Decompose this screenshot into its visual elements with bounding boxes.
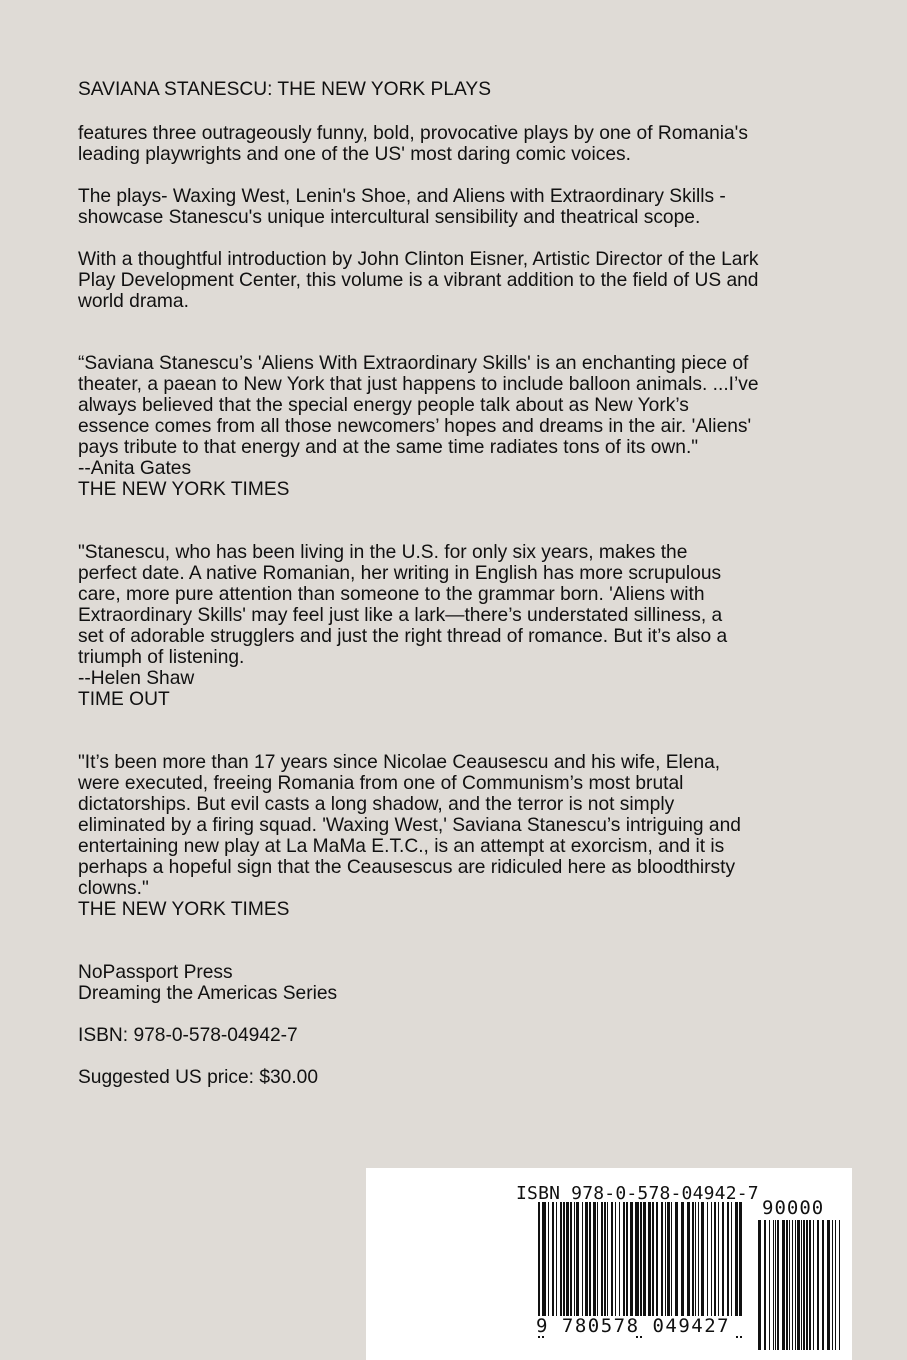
barcode-bar bbox=[585, 1202, 588, 1328]
barcode-addon-bar bbox=[817, 1220, 819, 1350]
intro-paragraph: The plays- Waxing West, Lenin's Shoe, and Aliens with Extraordinary Skills - showcase Stanescu's unique intercultural sensibility and theatrical scope. bbox=[78, 186, 726, 228]
barcode-addon-bar bbox=[801, 1220, 802, 1350]
barcode-bar bbox=[698, 1202, 699, 1328]
publisher-info: NoPassport Press Dreaming the Americas Series bbox=[78, 962, 338, 1004]
barcode-bar bbox=[563, 1202, 565, 1328]
barcode-bar bbox=[552, 1202, 554, 1328]
barcode-panel bbox=[366, 1168, 852, 1360]
barcode-bar bbox=[692, 1202, 694, 1328]
barcode-bar bbox=[701, 1202, 704, 1328]
barcode-addon-bar bbox=[773, 1220, 774, 1350]
barcode-addon-bar bbox=[775, 1220, 776, 1350]
review-quote: “Saviana Stanescu’s 'Aliens With Extraordinary Skills' is an enchanting piece of theater, a paean to New York that just happens to include balloon animals. ...I’ve always believed that the special energy people talk about as New York’s essence comes from all those newcomers’ hopes and dreams in the air. 'Aliens' pays tribute to that energy and at the same time radiates tons of its own." --Anita Gates THE NEW YORK TIMES bbox=[78, 353, 759, 500]
barcode-bar bbox=[652, 1202, 654, 1328]
barcode-bar bbox=[589, 1202, 591, 1328]
barcode-addon-bar bbox=[827, 1220, 830, 1350]
barcode-bar bbox=[630, 1202, 633, 1328]
barcode-bar bbox=[597, 1202, 598, 1328]
barcode-bar bbox=[635, 1202, 636, 1328]
barcode-addon-bar bbox=[839, 1220, 840, 1350]
barcode-bar bbox=[623, 1202, 625, 1328]
barcode-addon-bar bbox=[822, 1220, 824, 1350]
barcode-bar bbox=[727, 1202, 729, 1328]
price-text: Suggested US price: $30.00 bbox=[78, 1067, 319, 1088]
barcode-bar bbox=[576, 1202, 579, 1328]
barcode-isbn-label: ISBN 978-0-578-04942-7 bbox=[516, 1183, 759, 1204]
barcode-bar bbox=[687, 1202, 690, 1328]
barcode-bar bbox=[544, 1202, 546, 1328]
barcode-bar bbox=[718, 1202, 719, 1328]
barcode-bar bbox=[560, 1202, 562, 1328]
barcode-addon-bar bbox=[764, 1220, 766, 1350]
barcode-addon-bar bbox=[806, 1220, 808, 1350]
barcode-addon-bar bbox=[803, 1220, 805, 1350]
barcode-addon-bar bbox=[769, 1220, 770, 1350]
barcode-addon-bar bbox=[809, 1220, 811, 1350]
barcode-addon-bar bbox=[835, 1220, 836, 1350]
barcode-bar bbox=[681, 1202, 684, 1328]
barcode-bar bbox=[722, 1202, 724, 1328]
barcode-bar bbox=[643, 1202, 646, 1328]
intro-paragraph: With a thoughtful introduction by John Clinton Eisner, Artistic Director of the Lark Play Development Center, this volume is a vibrant addition to the field of US and world drama. bbox=[78, 249, 759, 312]
barcode-bar bbox=[566, 1202, 569, 1328]
barcode-bar bbox=[711, 1202, 712, 1328]
barcode-addon-bar bbox=[789, 1220, 790, 1350]
barcode-bar bbox=[626, 1202, 628, 1328]
barcode-bar bbox=[671, 1202, 672, 1328]
barcode-bar bbox=[695, 1202, 696, 1328]
barcode-bar bbox=[604, 1202, 606, 1328]
intro-paragraph: features three outrageously funny, bold, provocative plays by one of Romania's leading playwrights and one of the US' most daring comic voices. bbox=[78, 123, 748, 165]
barcode-bar bbox=[667, 1202, 670, 1328]
barcode-bar bbox=[593, 1202, 596, 1328]
barcode-bar bbox=[707, 1202, 708, 1328]
barcode-addon-bar bbox=[797, 1220, 800, 1350]
barcode-addon-bar bbox=[832, 1220, 833, 1350]
barcode-addon-bar bbox=[795, 1220, 796, 1350]
review-quote: "It’s been more than 17 years since Nicolae Ceausescu and his wife, Elena, were executed, freeing Romania from one of Communism’s most brutal dictatorships. But evil casts a long shadow, and the terror is not simply eliminated by a firing squad. 'Waxing West,' Saviana Stanescu’s intriguing and entertaining new play at La MaMa E.T.C., is an attempt at exorcism, and it is perhaps a hopeful sign that the Ceausescus are ridiculed here as bloodthirsty clowns." THE NEW YORK TIMES bbox=[78, 752, 741, 920]
barcode-bar bbox=[611, 1202, 613, 1328]
barcode-bar bbox=[601, 1202, 603, 1328]
barcode-bar bbox=[615, 1202, 616, 1328]
barcode-addon-digits: 90000 bbox=[762, 1197, 825, 1219]
barcode-bar bbox=[665, 1202, 666, 1328]
barcode-bar bbox=[675, 1202, 678, 1328]
barcode-addon-bar bbox=[777, 1220, 779, 1350]
book-title: SAVIANA STANESCU: THE NEW YORK PLAYS bbox=[78, 79, 491, 100]
barcode-addon-bar bbox=[792, 1220, 793, 1350]
barcode-bar bbox=[582, 1202, 583, 1328]
barcode-addon-bar bbox=[786, 1220, 788, 1350]
barcode-addon-bar bbox=[758, 1220, 761, 1350]
review-quote: "Stanescu, who has been living in the U.S. for only six years, makes the perfect date. A native Romanian, her writing in English has more scrupulous care, more pure attention than someone to the grammar born. 'Aliens with Extraordinary Skills' may feel just like a lark—there’s understated silliness, a set of adorable strugglers and just the right thread of romance. But it’s also a triumph of listening. --Helen Shaw TIME OUT bbox=[78, 542, 728, 710]
barcode-bar bbox=[656, 1202, 658, 1328]
barcode-bar bbox=[739, 1202, 740, 1328]
barcode-bar bbox=[574, 1202, 575, 1328]
barcode-bar bbox=[619, 1202, 620, 1328]
barcode-bar bbox=[661, 1202, 663, 1328]
barcode-bar bbox=[714, 1202, 716, 1328]
barcode-bar bbox=[570, 1202, 572, 1328]
barcode-bar bbox=[731, 1202, 732, 1328]
barcode-addon-bar bbox=[813, 1220, 814, 1350]
barcode-addon-bar bbox=[782, 1220, 785, 1350]
barcode-bar bbox=[648, 1202, 651, 1328]
isbn-text: ISBN: 978-0-578-04942-7 bbox=[78, 1025, 298, 1046]
barcode-bar bbox=[556, 1202, 557, 1328]
barcode-bar bbox=[548, 1202, 549, 1328]
barcode-bar bbox=[607, 1202, 608, 1328]
barcode-bottom-digits: 9 780578 049427 bbox=[536, 1316, 756, 1336]
